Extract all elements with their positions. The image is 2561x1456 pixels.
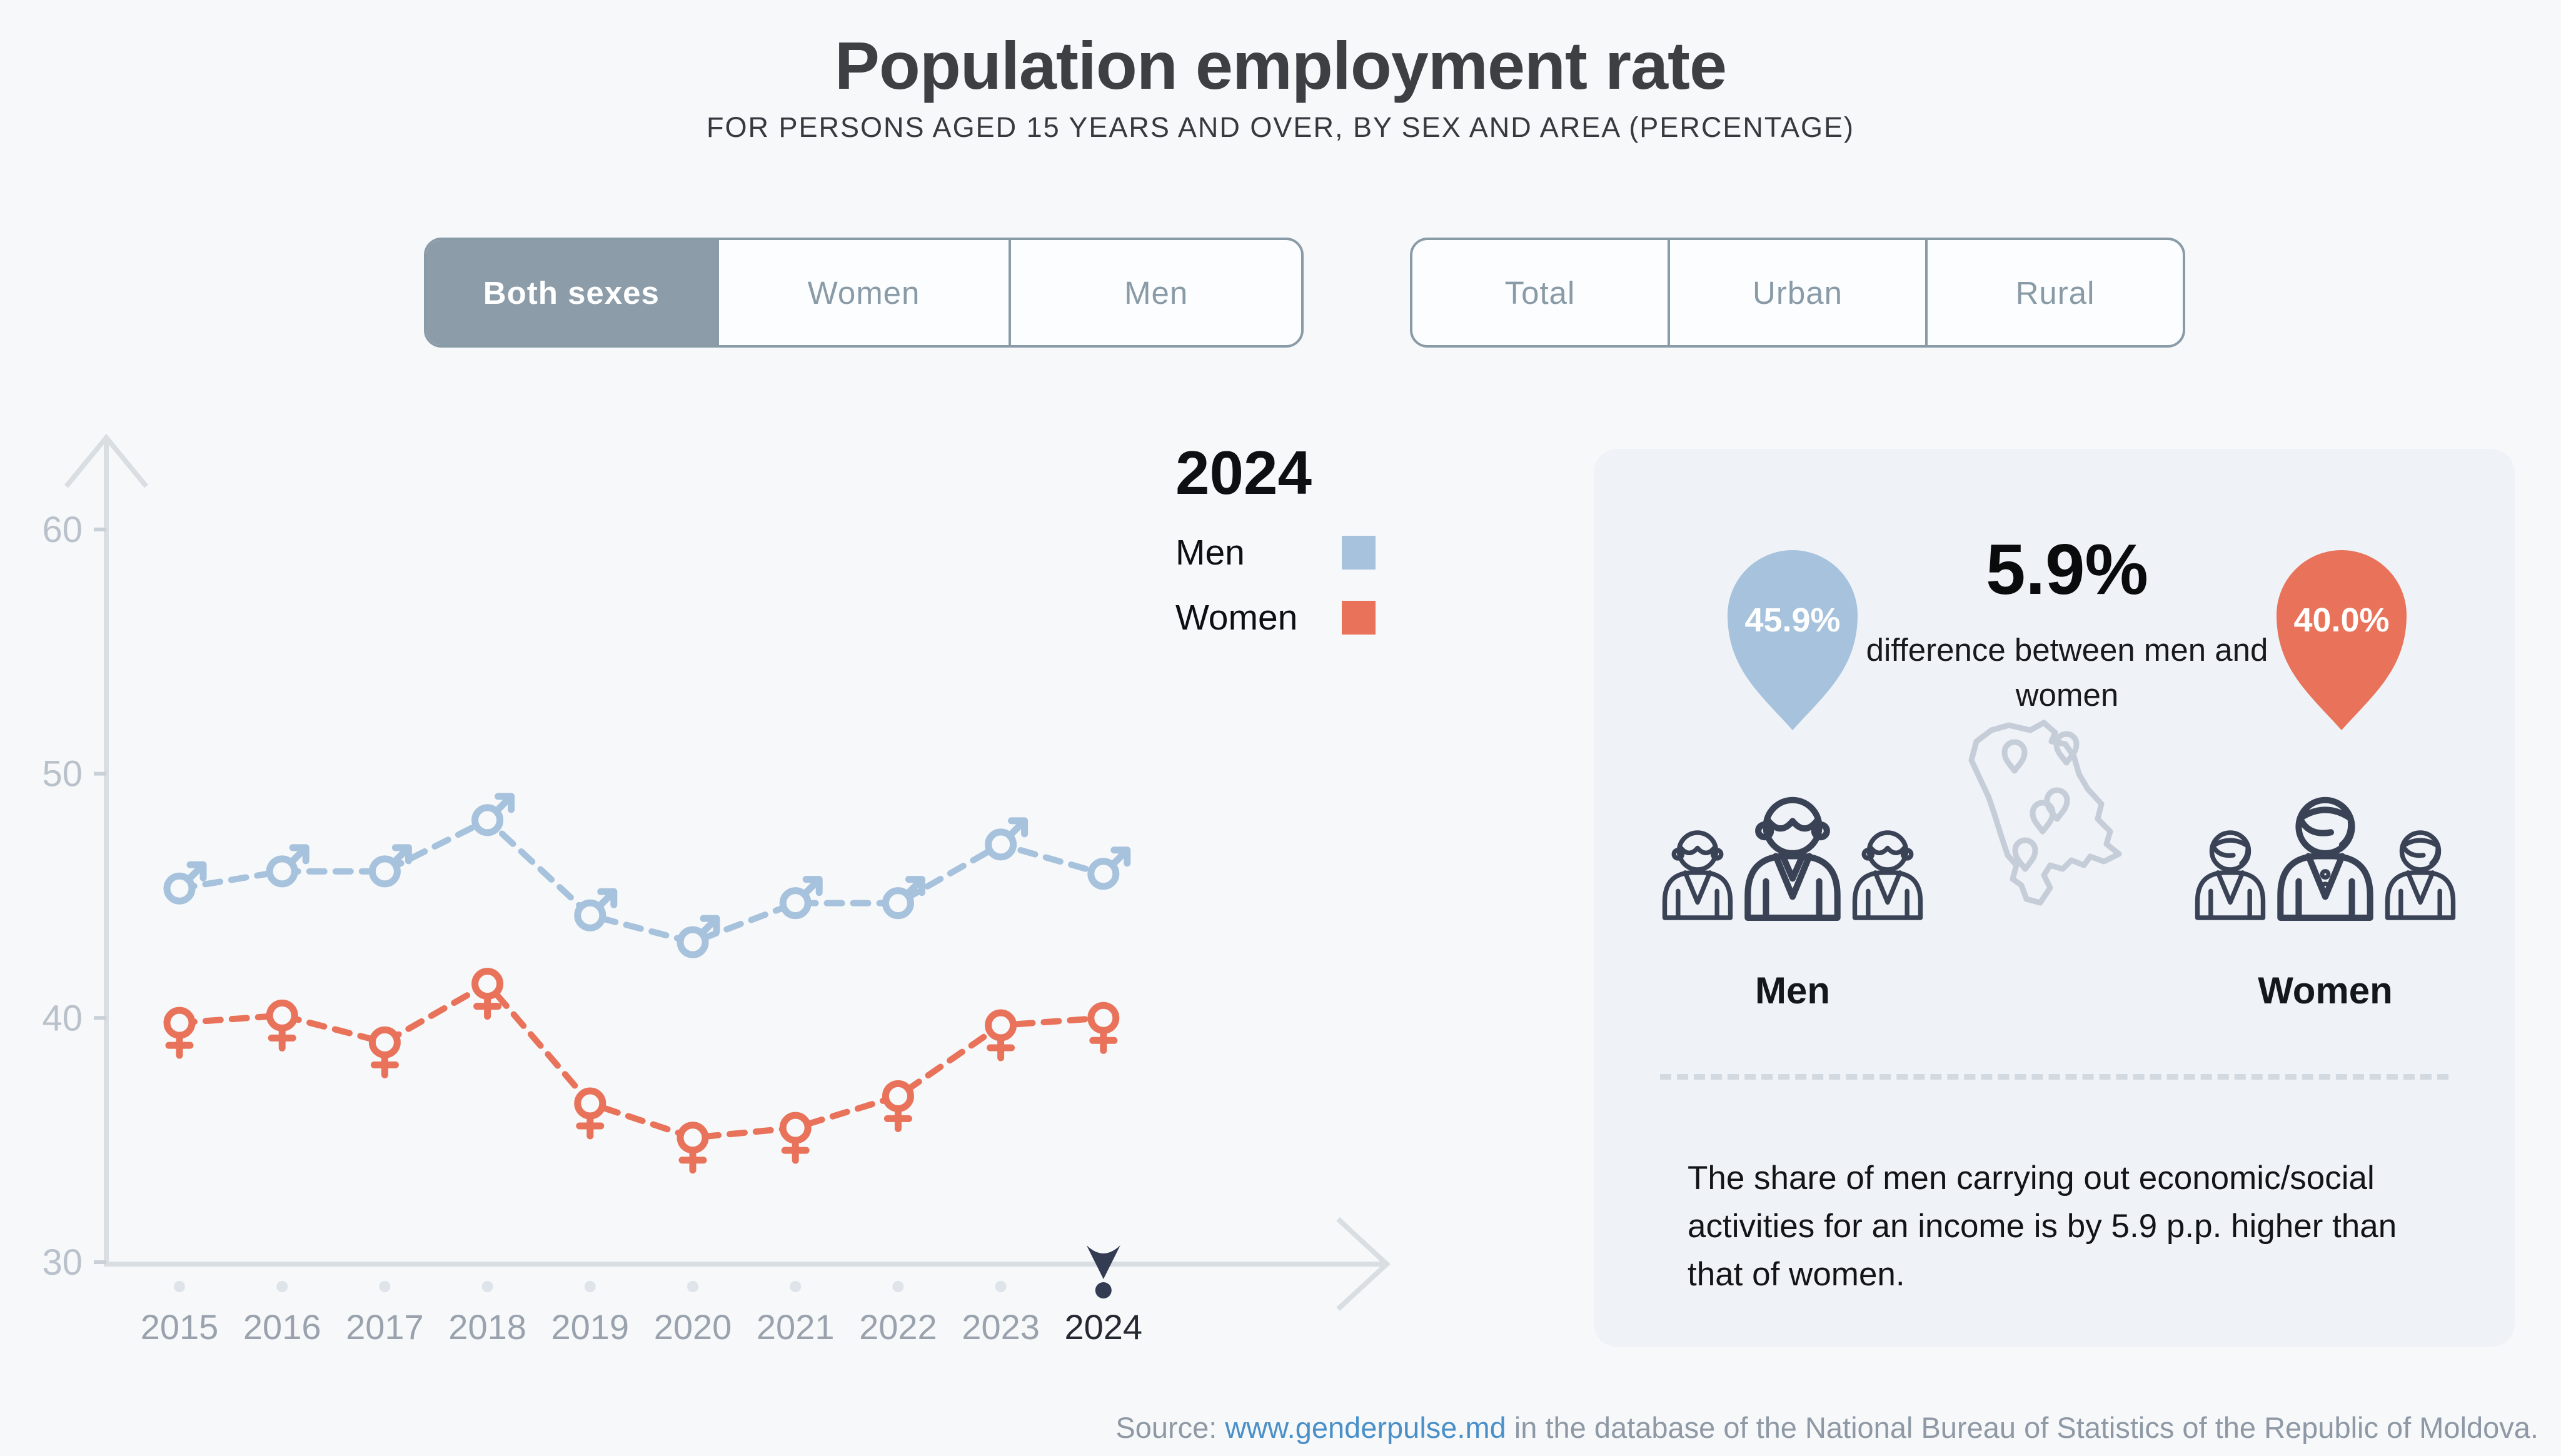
plot-area: [42, 510, 1142, 1347]
chart-legend: [1175, 438, 1376, 638]
year-dot: [995, 1281, 1007, 1292]
year-dot: [687, 1281, 698, 1292]
men-pin-shape: [1728, 550, 1858, 730]
year-dot: [379, 1281, 390, 1292]
men-pin-value: 45.9%: [1744, 601, 1841, 639]
year-dot: [585, 1281, 596, 1292]
source-suffix: in the database of the National Bureau of Statistics of the Republic of Moldova.: [1514, 1411, 2538, 1444]
women-data-point-2017[interactable]: [372, 1030, 397, 1075]
women-data-point-2016[interactable]: [269, 1003, 294, 1048]
area-filter-total[interactable]: Total: [1412, 240, 1668, 345]
sex-filter-men[interactable]: Men: [1009, 240, 1301, 345]
moldova-map-icon: [1955, 711, 2143, 924]
area-filter-urban[interactable]: Urban: [1668, 240, 1925, 345]
x-tick-label: 2018: [448, 1307, 526, 1347]
year-dot: [174, 1281, 185, 1292]
y-tick-label: 60: [42, 509, 83, 550]
legend-women-swatch: [1342, 601, 1376, 635]
x-tick-label: 2024: [1064, 1307, 1143, 1347]
women-data-point-2021[interactable]: [783, 1115, 808, 1160]
legend-women-label: Women: [1175, 598, 1298, 638]
men-group-label: Men: [1755, 970, 1830, 1012]
x-tick-label: 2023: [962, 1307, 1040, 1347]
men-data-point-2016[interactable]: [269, 848, 306, 884]
men-data-point-2015[interactable]: [167, 865, 203, 901]
women-group-icon: [2181, 761, 2469, 924]
men-value-pin: [1714, 536, 1871, 734]
source-line: [1115, 1410, 2538, 1445]
year-dot: [276, 1281, 288, 1292]
current-year-dot: [1095, 1282, 1112, 1298]
women-value-pin: [2263, 536, 2420, 734]
sex-filter-women[interactable]: Women: [717, 240, 1009, 345]
source-link[interactable]: www.genderpulse.md: [1225, 1411, 1506, 1444]
year-dot: [790, 1281, 801, 1292]
panel-note: The share of men carrying out economic/social activities for an income is by 5.9 p.p. higher than that of women.: [1688, 1160, 2397, 1293]
men-data-point-2021[interactable]: [783, 880, 819, 916]
women-data-point-2023[interactable]: [989, 1013, 1014, 1058]
y-tick-label: 30: [42, 1242, 83, 1283]
men-group-icon: [1649, 761, 1936, 924]
legend-year: 2024: [1175, 438, 1312, 507]
y-tick-label: 40: [42, 998, 83, 1039]
women-data-point-2024[interactable]: [1091, 1005, 1116, 1050]
panel-divider: [1660, 1074, 2448, 1080]
women-series-line: [179, 984, 1104, 1138]
x-tick-label: 2021: [756, 1307, 835, 1347]
y-tick-label: 50: [42, 753, 83, 795]
men-data-point-2017[interactable]: [372, 848, 408, 884]
difference-value: 5.9%: [1986, 530, 2148, 610]
legend-item-women: [1175, 597, 1376, 638]
difference-caption: difference between men and women: [1866, 632, 2268, 713]
page-title: Population employment rate: [834, 28, 1727, 103]
x-tick-label: 2017: [346, 1307, 424, 1347]
source-prefix: Source:: [1115, 1411, 1217, 1444]
women-data-point-2019[interactable]: [578, 1091, 603, 1136]
men-data-point-2018[interactable]: [475, 796, 511, 833]
x-tick-label: 2019: [551, 1307, 630, 1347]
summary-panel: [1594, 449, 2515, 1347]
sex-filter-both-sexes[interactable]: Both sexes: [426, 240, 717, 345]
x-tick-label: 2022: [859, 1307, 937, 1347]
x-tick-label: 2020: [653, 1307, 732, 1347]
women-pin-value: 40.0%: [2293, 601, 2390, 639]
legend-men-swatch: [1342, 536, 1376, 570]
legend-men-label: Men: [1175, 533, 1245, 573]
year-dot: [892, 1281, 903, 1292]
men-data-point-2022[interactable]: [885, 880, 922, 916]
page-subtitle: FOR PERSONS AGED 15 YEARS AND OVER, BY SEX AND AREA (PERCENTAGE): [706, 111, 1855, 143]
women-pin-shape: [2277, 550, 2407, 730]
women-data-point-2022[interactable]: [885, 1083, 910, 1128]
x-tick-label: 2015: [140, 1307, 219, 1347]
men-series-line: [179, 820, 1104, 942]
women-data-point-2015[interactable]: [167, 1010, 192, 1055]
women-group-label: Women: [2258, 970, 2393, 1012]
area-filter-rural[interactable]: Rural: [1925, 240, 2183, 345]
x-tick-label: 2016: [243, 1307, 321, 1347]
year-dot: [482, 1281, 493, 1292]
men-data-point-2024[interactable]: [1091, 850, 1127, 886]
legend-item-men: [1175, 532, 1376, 573]
women-data-point-2020[interactable]: [680, 1125, 705, 1170]
women-data-point-2018[interactable]: [475, 972, 500, 1017]
